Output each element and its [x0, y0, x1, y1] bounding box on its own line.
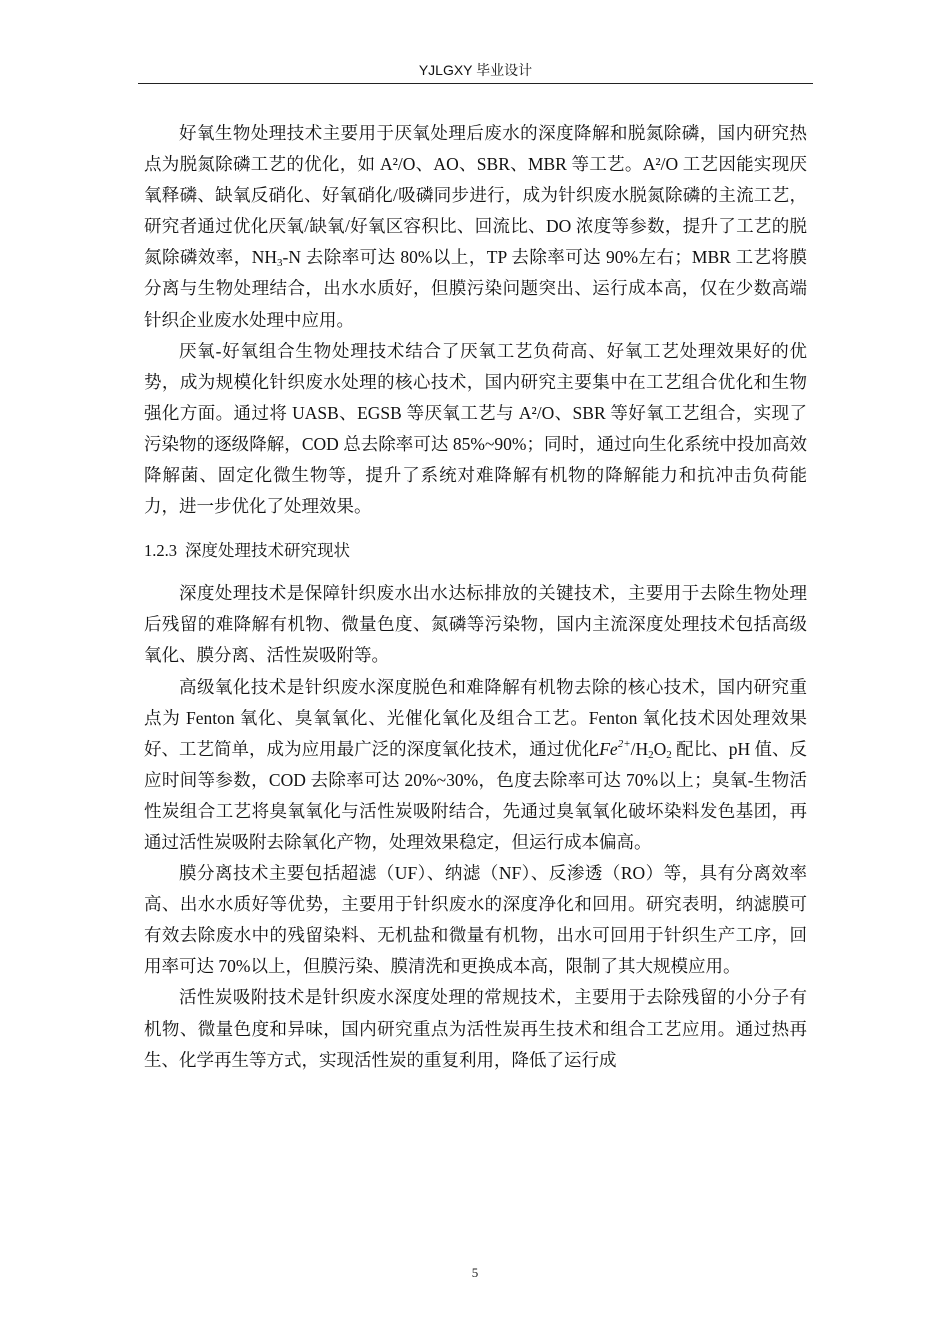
paragraph-aerobic-treatment — [144, 118, 807, 336]
paragraph-membrane-separation: 膜分离技术主要包括超滤（UF）、纳滤（NF）、反渗透（RO）等，具有分离效率高、出水水质好等优势，主要用于针织废水的深度净化和回用。研究表明，纳滤膜可有效去除废水中的残留染料、无机盐和微量有机物，出水可回用于针织生产工序，回用率可达 70%以上，但膜污染、膜清洗和更换成本高，限制了其大规模应用。 — [144, 863, 807, 977]
section-title: 深度处理技术研究现状 — [185, 542, 350, 561]
paragraph-text: 配比、pH 值、反应时间等参数，COD 去除率可达 20%~30%，色度去除率可达 70%以上；臭氧-生物活性炭组合工艺将臭氧氧化与活性炭吸附结合，先通过臭氧氧化破坏染料发色基团，再通过活性炭吸附去除氧化产物，处理效果稳定，但运行成本偏高。 — [144, 738, 807, 852]
section-number: 1.2.3 — [144, 541, 177, 561]
header-rule — [138, 83, 813, 84]
chem-nh3: $NH_3$ — [251, 247, 283, 270]
paragraph-text: -N 去除率可达 80%以上，TP 去除率可达 90%左右；MBR 工艺将膜分离与生物处理结合，出水水质好，但膜污染问题突出、运行成本高，仅在少数高端针织企业废水处理中应用。 — [144, 247, 807, 330]
page-number: 5 — [471, 1265, 479, 1280]
section-heading — [144, 536, 807, 566]
paragraph-text: 高级氧化技术是针织废水深度脱色和难降解有机物去除的核心技术，国内研究重点为 Fenton 氧化、臭氧氧化、光催化氧化及组合工艺。Fenton 氧化技术因处理效果好、工艺简单，成为应用最广泛的深度氧化技术，通过优化 — [144, 676, 807, 759]
paragraph-advanced-oxidation: 高级氧化技术是针织废水深度脱色和难降解有机物去除的核心技术，国内研究重点为 Fenton 氧化、臭氧氧化、光催化氧化及组合工艺。Fenton 氧化技术因处理效果好、工艺简单，成为应用最广泛的深度氧化技术，通过优化$Fe^{2+}/H_2O_2$ 配比、pH 值、反应时间等参数，COD 去除率可达 20%~30%，色度去除率可达 70%以上；臭氧-生物活性炭组合工艺将臭氧氧化与活性炭吸附结合，先通过臭氧氧化破坏染料发色基团，再通过活性炭吸附去除氧化产物，处理效果稳定，但运行成本偏高。 — [144, 676, 807, 852]
document-body — [144, 118, 807, 1076]
page-header: YJLGXY 毕业设计 — [418, 62, 533, 78]
chem-fe2: $Fe^{2+}$ — [599, 737, 631, 759]
chem-h2o2: $H_2O_2$ — [635, 738, 672, 761]
paragraph-combined-treatment: 厌氧-好氧组合生物处理技术结合了厌氧工艺负荷高、好氧工艺处理效果好的优势，成为规模化针织废水处理的核心技术，国内研究主要集中在工艺组合优化和生物强化方面。通过将 UASB、EGSB 等厌氧工艺与 A²/O、SBR 等好氧工艺组合，实现了污染物的逐级降解，COD 总去除率可达 85%~90%；同时，通过向生化系统中投加高效降解菌、固定化微生物等，提升了系统对难降解有机物的降解能力和抗冲击负荷能力，进一步优化了处理效果。 — [144, 340, 807, 517]
paragraph-text: 好氧生物处理技术主要用于厌氧处理后废水的深度降解和脱氮除磷，国内研究热点为脱氮除磷工艺的优化，如 A²/O、AO、SBR、MBR 等工艺。A²/O 工艺因能实现厌氧释磷、缺氧反硝化、好氧硝化/吸磷同步进行，成为针织废水脱氮除磷的主流工艺，研究者通过优化厌氧/缺氧/好氧区容积比、回流比、DO 浓度等参数，提升了工艺的脱氮除磷效率， — [144, 123, 807, 268]
paragraph-advanced-treatment-intro: 深度处理技术是保障针织废水出水达标排放的关键技术，主要用于去除生物处理后残留的难降解有机物、微量色度、氮磷等污染物，国内主流深度处理技术包括高级氧化、膜分离、活性炭吸附等。 — [144, 583, 807, 666]
paragraph-activated-carbon: 活性炭吸附技术是针织废水深度处理的常规技术，主要用于去除残留的小分子有机物、微量色度和异味，国内研究重点为活性炭再生技术和组合工艺应用。通过热再生、化学再生等方式，实现活性炭的重复利用，降低了运行成 — [144, 987, 807, 1070]
